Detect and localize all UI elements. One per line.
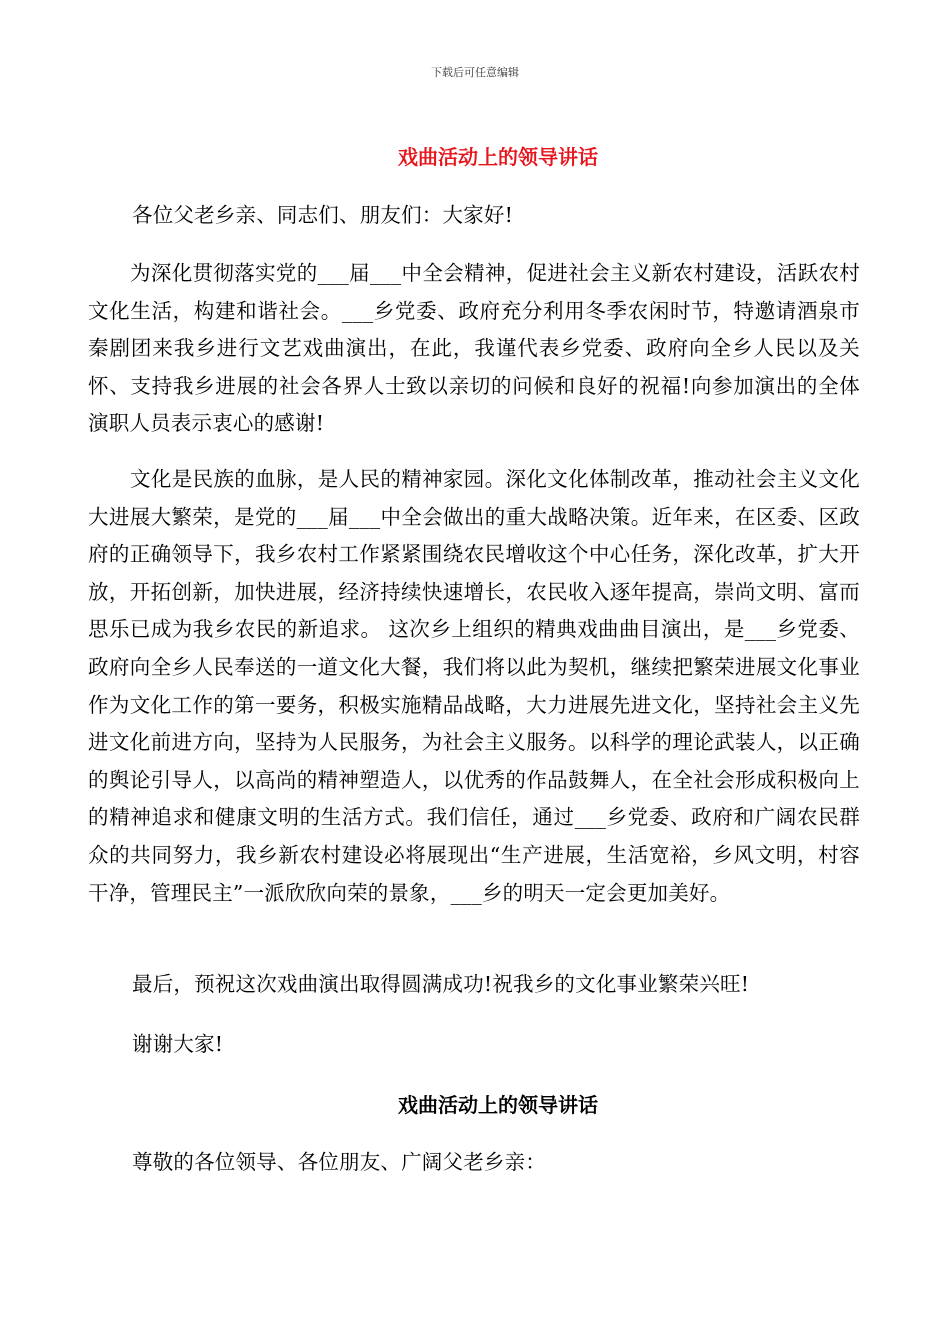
header-note: 下载后可任意编辑 bbox=[431, 66, 519, 79]
salutation-text: 各位父老乡亲、同志们、朋友们：大家好! bbox=[132, 203, 514, 227]
thanks-text: 谢谢大家! bbox=[132, 1032, 224, 1056]
thanks-line bbox=[88, 1026, 860, 1064]
salutation bbox=[88, 197, 860, 235]
second-title: 戏曲活动上的领导讲话 bbox=[398, 1093, 598, 1117]
closing-wish bbox=[88, 966, 860, 1004]
document-title: 戏曲活动上的领导讲话 bbox=[398, 145, 598, 169]
second-salutation bbox=[88, 1144, 860, 1182]
closing-wish-text: 最后，预祝这次戏曲演出取得圆满成功!祝我乡的文化事业繁荣兴旺! bbox=[132, 972, 750, 996]
paragraph-intro: 为深化贯彻落实党的___届___中全会精神，促进社会主义新农村建设，活跃农村文化生活，构建和谐社会。___乡党委、政府充分利用冬季农闲时节，特邀请酒泉市秦剧团来我乡进行文艺戏曲演出，在此，我谨代表乡党委、政府向全乡人民以及关怀、支持我乡进展的社会各界人士致以亲切的问候和良好的祝福!向参加演出的全体演职人员表示衷心的感谢! bbox=[88, 261, 860, 436]
paragraph-culture: 文化是民族的血脉，是人民的精神家园。深化文化体制改革，推动社会主义文化大进展大繁荣，是党的___届___中全会做出的重大战略决策。近年来，在区委、区政府的正确领导下，我乡农村工作紧紧围绕农民增收这个中心任务，深化改革，扩大开放，开拓创新，加快进展，经济持续快速增长，农民收入逐年提高，崇尚文明、富而思乐已成为我乡农民的新追求。 这次乡上组织的精典戏曲曲目演出，是___乡党委、政府向全乡人民奉送的一道文化大餐，我们将以此为契机，继续把繁荣进展文化事业作为文化工作的第一要务，积极实施精品战略，大力进展先进文化，坚持社会主义先进文化前进方向，坚持为人民服务，为社会主义服务。以科学的理论武装人，以正确的舆论引导人，以高尚的精神塑造人，以优秀的作品鼓舞人，在全社会形成积极向上的精神追求和健康文明的生活方式。我们信任，通过___乡党委、政府和广阔农民群众的共同努力，我乡新农村建设必将展现出“生产进展，生活宽裕，乡风文明，村容干净，管理民主”一派欣欣向荣的景象，___乡的明天一定会更加美好。 bbox=[88, 467, 860, 905]
second-salutation-text: 尊敬的各位领导、各位朋友、广阔父老乡亲： bbox=[132, 1150, 546, 1174]
